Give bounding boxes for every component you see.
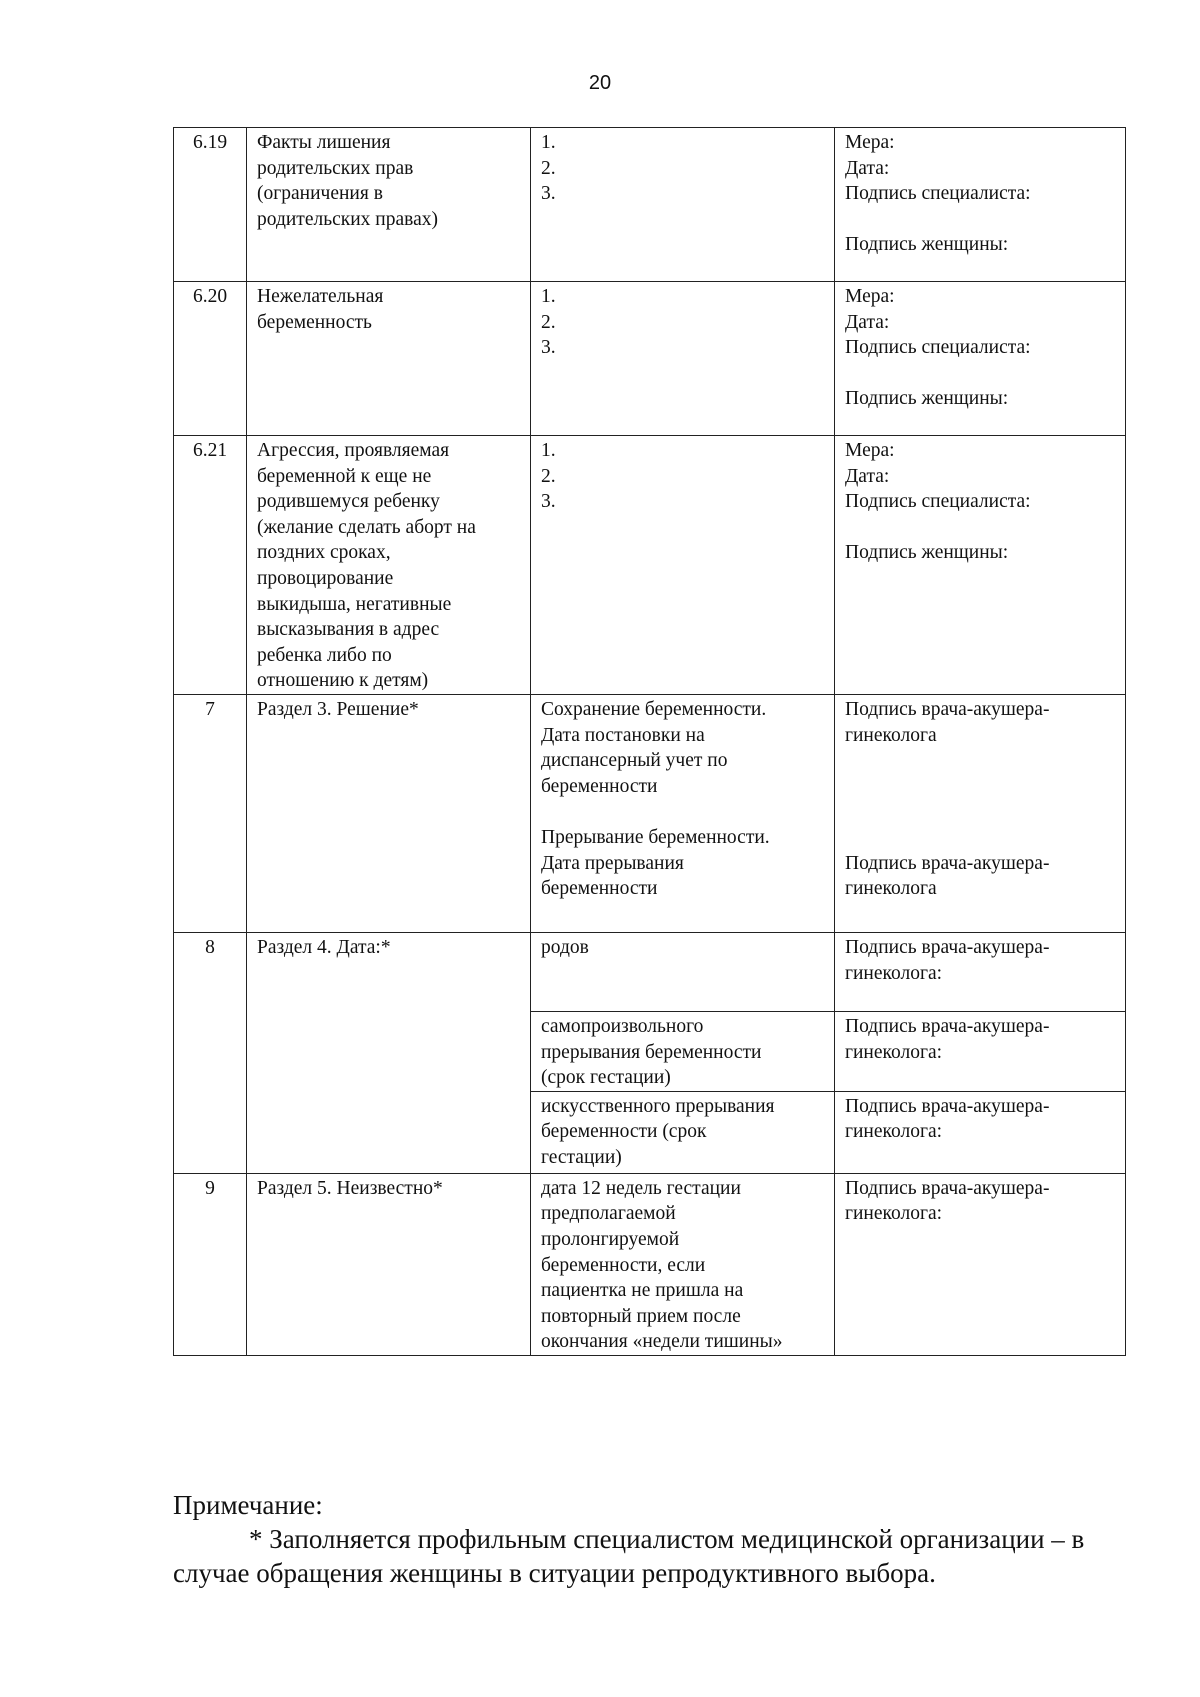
measure-field-label: Мера: [845,132,895,153]
section-title [247,694,531,932]
doctor-signature-label: Подпись врача-акушера- [845,1095,1050,1117]
date-type-cell [531,1011,835,1091]
footnote-label: Примечание: [173,1490,323,1520]
date-type-line: прерывания беременности [541,1041,762,1063]
numbered-items-cell [531,282,835,436]
doctor-signature-label: гинеколога [845,878,937,900]
unknown-date-line: повторный прием после [541,1305,741,1327]
unknown-date-cell [531,1173,835,1355]
row-title-cell [247,436,531,695]
row-title-line: родительских правах) [257,208,438,230]
row-title-line: ребенка либо по [257,644,392,666]
doctor-signature-label: гинеколога: [845,962,943,984]
woman-signature-label: Подпись женщины: [845,234,1009,256]
signature-cell [835,932,1126,1011]
measure-field-label: Мера: [845,440,895,461]
numbered-items-cell [531,436,835,695]
numbered-item: 1. [541,286,556,307]
row-title-line: родившемуся ребенку [257,491,440,513]
page-number: 20 [588,72,612,94]
row-title-line: провоцирование [257,567,394,589]
termination-line: беременности [541,878,658,900]
unknown-date-line: пациентка не пришла на [541,1280,744,1302]
doctor-signature-label: гинеколога: [845,1203,943,1225]
doctor-signature-label: гинеколога: [845,1121,943,1143]
row-title-line: выкидыша, негативные [257,593,452,615]
numbered-item: 1. [541,132,556,153]
signature-cell [835,1011,1126,1091]
numbered-item: 1. [541,440,556,461]
row-title-line: Агрессия, проявляемая [257,440,450,461]
unknown-date-line: пролонгируемой [541,1228,680,1250]
row-number: 8 [174,932,247,1173]
doctor-signature-label: Подпись врача-акушера- [845,1177,1050,1199]
row-title-cell [247,128,531,282]
date-type-line: искусственного прерывания [541,1095,775,1117]
termination-line: Прерывание беременности. [541,826,770,848]
table-row-7 [174,694,1126,932]
doctor-signature-label: Подпись врача-акушера- [845,698,1050,720]
date-type-line: (срок гестации) [541,1067,671,1089]
row-title-line: родительских прав [257,157,414,179]
table-row-6-19 [174,128,1126,282]
row-title-line: Нежелательная [257,286,384,307]
section-title-text: Раздел 4. Дата:* [257,936,391,958]
row-number: 7 [174,694,247,932]
numbered-item: 3. [541,337,556,359]
woman-signature-label: Подпись женщины: [845,542,1009,564]
date-type-cell [531,932,835,1011]
numbered-items-cell [531,128,835,282]
reproductive-choice-form-table [173,127,1126,1356]
row-title-line: Факты лишения [257,132,391,153]
row-number: 6.21 [174,436,247,695]
keep-pregnancy-line: Дата постановки на [541,724,705,746]
row-title-line: беременность [257,311,372,333]
signature-cell [835,436,1126,695]
row-title-cell [247,282,531,436]
table-row-9 [174,1173,1126,1355]
date-type-line: беременности (срок [541,1121,707,1143]
termination-line: Дата прерывания [541,852,684,874]
row-number: 6.19 [174,128,247,282]
unknown-date-line: беременности, если [541,1254,706,1276]
numbered-item: 2. [541,311,556,333]
row-title-line: (ограничения в [257,183,383,205]
keep-pregnancy-line: Сохранение беременности. [541,698,767,720]
doctor-signature-label: Подпись врача-акушера- [845,852,1050,874]
date-field-label: Дата: [845,157,890,179]
row-number: 6.20 [174,282,247,436]
woman-signature-label: Подпись женщины: [845,388,1009,410]
signature-cell [835,694,1126,932]
numbered-item: 3. [541,491,556,513]
table-row-6-21 [174,436,1126,695]
keep-pregnancy-line: диспансерный учет по [541,750,728,772]
doctor-signature-label: гинеколога [845,724,937,746]
signature-cell [835,282,1126,436]
date-type-line: гестации) [541,1146,622,1168]
signature-cell [835,128,1126,282]
section-title [247,1173,531,1355]
date-type-line: родов [541,936,589,958]
section-title-text: Раздел 3. Решение* [257,698,419,720]
numbered-item: 2. [541,465,556,487]
row-title-line: отношению к детям) [257,670,429,692]
row-title-line: (желание сделать аборт на [257,516,476,538]
signature-cell [835,1091,1126,1173]
numbered-item: 3. [541,183,556,205]
date-field-label: Дата: [845,311,890,333]
date-field-label: Дата: [845,465,890,487]
date-type-cell [531,1091,835,1173]
signature-cell [835,1173,1126,1355]
row-title-line: поздних сроках, [257,542,391,564]
keep-pregnancy-line: беременности [541,775,658,797]
section-title-text: Раздел 5. Неизвестно* [257,1177,443,1199]
footnote [173,1488,1133,1590]
unknown-date-line: окончания «недели тишины» [541,1331,783,1353]
measure-field-label: Мера: [845,286,895,307]
doctor-signature-label: Подпись врача-акушера- [845,936,1050,958]
unknown-date-line: предполагаемой [541,1203,676,1225]
specialist-signature-label: Подпись специалиста: [845,337,1031,359]
numbered-item: 2. [541,157,556,179]
table-row-6-20 [174,282,1126,436]
section-title [247,932,531,1173]
decision-cell [531,694,835,932]
doctor-signature-label: Подпись врача-акушера- [845,1015,1050,1037]
specialist-signature-label: Подпись специалиста: [845,183,1031,205]
doctor-signature-label: гинеколога: [845,1041,943,1063]
unknown-date-line: дата 12 недель гестации [541,1177,741,1199]
row-title-line: беременной к еще не [257,465,432,487]
specialist-signature-label: Подпись специалиста: [845,491,1031,513]
table-row-8a [174,932,1126,1011]
row-number: 9 [174,1173,247,1355]
footnote-text: * Заполняется профильным специалистом медицинской организации – в случае обращения женщины в ситуации репродуктивного выбора. [173,1524,1085,1588]
date-type-line: самопроизвольного [541,1015,704,1037]
row-title-line: высказывания в адрес [257,619,440,641]
